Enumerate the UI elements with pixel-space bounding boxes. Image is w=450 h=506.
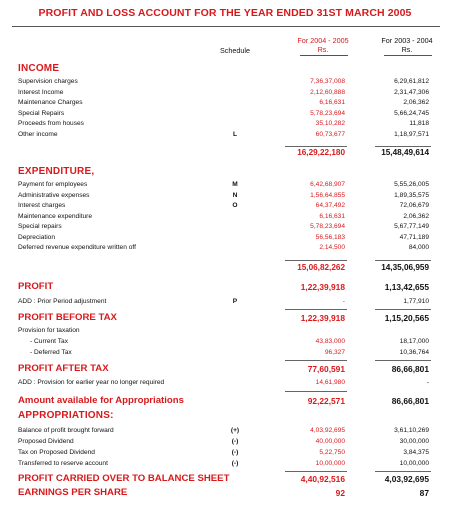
available-line-current	[285, 391, 347, 392]
profit-before-tax-previous: 1,15,20,565	[384, 313, 429, 323]
income-total-row	[0, 148, 450, 158]
expenditure-previous: 5,67,77,149	[394, 223, 429, 230]
income-current: 2,12,60,888	[310, 88, 345, 96]
eps-label: EARNINGS PER SHARE	[18, 487, 128, 498]
appropriation-row	[0, 459, 450, 469]
earlier-year-row	[0, 378, 450, 388]
income-label: Interest Income	[18, 88, 64, 96]
income-current: 60,73,677	[315, 130, 345, 138]
appropriation-label: Tax on Proposed Dividend	[18, 449, 95, 456]
appropriation-label: Proposed Dividend	[18, 438, 74, 445]
expenditure-label: Maintenance expenditure	[18, 212, 93, 220]
pat-line-previous	[375, 360, 431, 361]
appropriation-previous: 10,00,000	[399, 460, 429, 467]
income-previous: 2,31,47,306	[394, 88, 429, 96]
profit-before-tax-current: 1,22,39,918	[300, 313, 345, 323]
expenditure-schedule: M	[232, 181, 238, 188]
income-label: Maintenance Charges	[18, 99, 83, 106]
income-label: Special Repairs	[18, 109, 65, 117]
profit-label: PROFIT	[18, 281, 54, 292]
available-label: Amount available for Appropriations	[18, 395, 184, 406]
appropriation-current: 40,00,000	[315, 438, 345, 445]
appropriations-heading: APPROPRIATIONS:	[18, 410, 114, 421]
appropriation-schedule: (+)	[230, 427, 240, 434]
profit-after-tax-row	[0, 363, 450, 375]
carried-over-current: 4,40,92,516	[300, 474, 345, 484]
income-previous: 1,18,97,571	[394, 130, 429, 138]
income-row	[0, 77, 450, 87]
expenditure-previous: 2,06,362	[403, 212, 429, 220]
title-divider	[12, 26, 440, 27]
carried-over-row	[0, 473, 450, 485]
expenditure-current: 6,42,68,907	[310, 181, 345, 188]
expenditure-total-previous: 14,35,06,959	[381, 263, 429, 272]
income-row	[0, 109, 450, 119]
prior-period-current: -	[342, 298, 345, 305]
appropriation-label: Balance of profit brought forward	[18, 427, 114, 434]
profit-previous: 1,13,42,655	[384, 282, 429, 292]
carried-line-current	[285, 471, 347, 472]
eps-row	[0, 487, 450, 499]
income-total-line-current	[285, 146, 347, 147]
expenditure-schedule: N	[232, 191, 238, 199]
expenditure-current: 5,78,23,694	[310, 223, 345, 230]
taxation-label-row	[0, 326, 450, 336]
income-label: Other income	[18, 130, 58, 138]
expenditure-label: Special repairs	[18, 223, 62, 230]
profit-before-tax-row	[0, 312, 450, 324]
income-previous: 11,818	[409, 120, 429, 127]
expenditure-current: 64,37,492	[315, 202, 345, 209]
prior-period-label: ADD : Prior Period adjustment	[18, 298, 107, 305]
earlier-year-label: ADD : Provision for earlier year no longer required	[18, 379, 165, 386]
previous-year-header: For 2003 - 2004	[381, 36, 433, 45]
income-label: Supervision charges	[18, 78, 78, 85]
carried-line-previous	[375, 471, 431, 472]
expenditure-previous: 5,55,26,005	[394, 181, 429, 188]
expenditure-row	[0, 233, 450, 243]
profit-after-tax-previous: 86,66,801	[391, 364, 429, 374]
appropriation-schedule: (-)	[231, 438, 239, 445]
income-row	[0, 119, 450, 129]
expenditure-total-current: 15,06,82,262	[297, 263, 345, 272]
appropriation-row	[0, 426, 450, 436]
pat-line-current	[285, 360, 347, 361]
carried-over-label: PROFIT CARRIED OVER TO BALANCE SHEET	[18, 473, 230, 484]
expenditure-row	[0, 201, 450, 211]
income-current: 5,78,23,694	[310, 109, 345, 117]
available-previous: 86,66,801	[391, 396, 429, 406]
income-total-current: 16,29,22,180	[297, 148, 345, 157]
profit-after-tax-current: 77,60,591	[307, 364, 345, 374]
pbt-line-previous	[375, 309, 431, 310]
expenditure-current: 1,56,64,855	[310, 191, 345, 199]
income-row	[0, 130, 450, 140]
expenditure-previous: 84,000	[408, 244, 429, 251]
tax-previous: 18,17,000	[399, 338, 429, 345]
profit-current: 1,22,39,918	[300, 282, 345, 292]
current-year-header: For 2004 - 2005	[297, 36, 349, 45]
profit-row	[0, 281, 450, 293]
page-title: PROFIT AND LOSS ACCOUNT FOR THE YEAR ENDED 31ST MARCH 2005	[38, 7, 412, 19]
schedule-header: Schedule	[220, 46, 250, 55]
tax-previous: 10,36,764	[399, 349, 429, 356]
expenditure-current: 56,56,183	[315, 233, 345, 241]
income-row	[0, 88, 450, 98]
expenditure-current: 2,14,500	[319, 244, 345, 251]
expenditure-label: Depreciation	[18, 233, 56, 241]
expenditure-heading: EXPENDITURE,	[18, 166, 95, 177]
appropriation-previous: 3,61,10,269	[394, 427, 429, 434]
taxation-label: Provision for taxation	[18, 327, 80, 334]
earlier-year-previous: -	[426, 379, 429, 386]
income-schedule: L	[232, 130, 238, 138]
profit-before-tax-label: PROFIT BEFORE TAX	[18, 312, 117, 323]
previous-header-underline	[384, 55, 432, 56]
income-previous: 6,29,61,812	[394, 78, 429, 85]
profit-after-tax-label: PROFIT AFTER TAX	[18, 363, 109, 374]
appropriation-current: 10,00,000	[315, 460, 345, 467]
current-header-underline	[300, 55, 348, 56]
expenditure-row	[0, 222, 450, 232]
income-row	[0, 98, 450, 108]
tax-row	[0, 337, 450, 347]
appropriation-schedule: (-)	[231, 460, 239, 467]
pbt-line-current	[285, 309, 347, 310]
prior-period-previous: 1,77,910	[403, 298, 429, 305]
income-current: 7,36,37,008	[310, 78, 345, 85]
tax-current: 96,327	[324, 349, 345, 356]
expenditure-row	[0, 180, 450, 190]
expenditure-row	[0, 212, 450, 222]
income-total-line-previous	[375, 146, 431, 147]
current-unit-header: Rs.	[317, 45, 329, 54]
previous-unit-header: Rs.	[401, 45, 413, 54]
expenditure-total-line-current	[285, 260, 347, 261]
tax-row	[0, 348, 450, 358]
expenditure-previous: 72,06,679	[399, 202, 429, 209]
expenditure-row	[0, 243, 450, 253]
eps-current: 92	[335, 488, 345, 498]
tax-current: 43,83,000	[315, 338, 345, 345]
expenditure-label: Administrative expenses	[18, 191, 90, 199]
income-current: 35,10,282	[315, 120, 345, 127]
income-heading: INCOME	[18, 63, 60, 74]
earlier-year-current: 14,61,980	[315, 379, 345, 386]
expenditure-row	[0, 191, 450, 201]
income-label: Proceeds from houses	[18, 120, 84, 127]
appropriation-previous: 3,84,375	[403, 449, 429, 456]
expenditure-label: Interest charges	[18, 202, 66, 209]
prior-period-row	[0, 297, 450, 307]
appropriation-label: Transferred to reserve account	[18, 460, 108, 467]
expenditure-label: Payment for employees	[18, 181, 88, 188]
income-previous: 5,66,24,745	[394, 109, 429, 117]
expenditure-total-line-previous	[375, 260, 431, 261]
expenditure-schedule: O	[232, 202, 238, 209]
expenditure-current: 6,16,631	[319, 212, 345, 220]
prior-period-schedule: P	[232, 298, 238, 305]
income-previous: 2,06,362	[403, 99, 429, 106]
expenditure-total-row	[0, 263, 450, 273]
tax-label: - Deferred Tax	[30, 349, 72, 356]
income-current: 6,16,631	[319, 99, 345, 106]
eps-previous: 87	[419, 488, 429, 498]
available-row	[0, 395, 450, 407]
tax-label: - Current Tax	[30, 338, 68, 345]
appropriation-row	[0, 448, 450, 458]
available-current: 92,22,571	[307, 396, 345, 406]
expenditure-previous: 1,89,35,575	[394, 191, 429, 199]
expenditure-label: Deferred revenue expenditure written off	[18, 244, 136, 251]
appropriation-current: 4,03,92,695	[310, 427, 345, 434]
income-total-previous: 15,48,49,614	[381, 148, 429, 157]
appropriation-row	[0, 437, 450, 447]
carried-over-previous: 4,03,92,695	[384, 474, 429, 484]
appropriation-schedule: (-)	[231, 449, 239, 456]
appropriation-previous: 30,00,000	[399, 438, 429, 445]
appropriation-current: 5,22,750	[319, 449, 345, 456]
expenditure-previous: 47,71,189	[399, 233, 429, 241]
